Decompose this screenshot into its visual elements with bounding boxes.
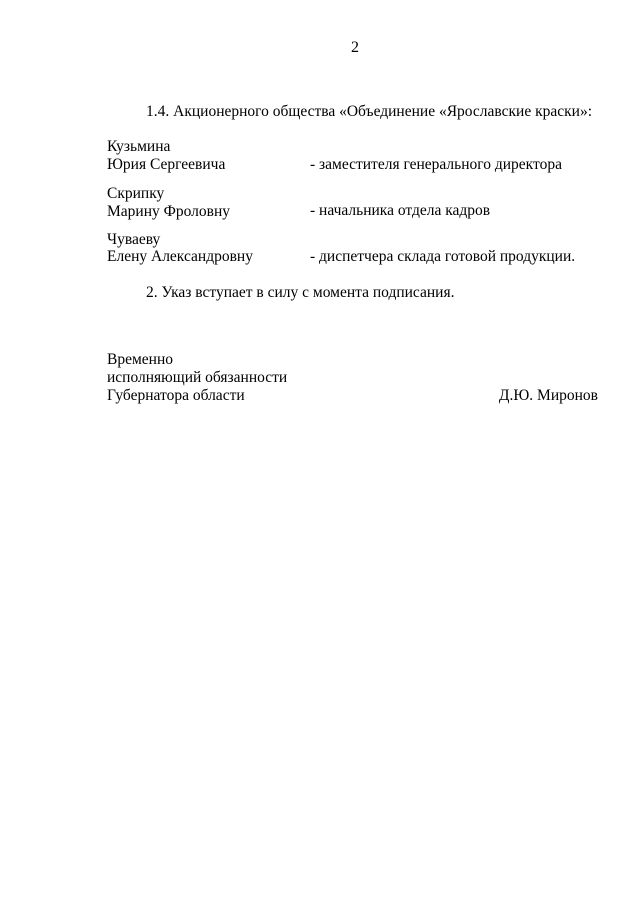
paragraph-1-4: 1.4. Акционерного общества «Объединение «Ярославские краски»: [146,103,593,120]
person-1-position: - заместителя генерального директора [310,156,562,173]
signer-name: Д.Ю. Миронов [498,387,598,404]
signature-title-line-2: исполняющий обязанности [107,369,288,386]
person-2-surname: Скрипку [107,185,165,202]
person-1-surname: Кузьмина [107,138,171,155]
page-number: 2 [351,39,359,56]
signature-title-line-3: Губернатора области [107,387,245,404]
paragraph-2: 2. Указ вступает в силу с момента подписания. [146,284,455,301]
person-3-position: - диспетчера склада готовой продукции. [310,248,576,265]
person-3-given-names: Елену Александровну [107,248,253,265]
person-1-given-names: Юрия Сергеевича [107,156,226,173]
person-2-position: - начальника отдела кадров [310,202,491,219]
person-2-given-names: Марину Фроловну [107,203,231,220]
signature-title-line-1: Временно [107,351,173,368]
person-3-surname: Чуваеву [107,231,161,248]
